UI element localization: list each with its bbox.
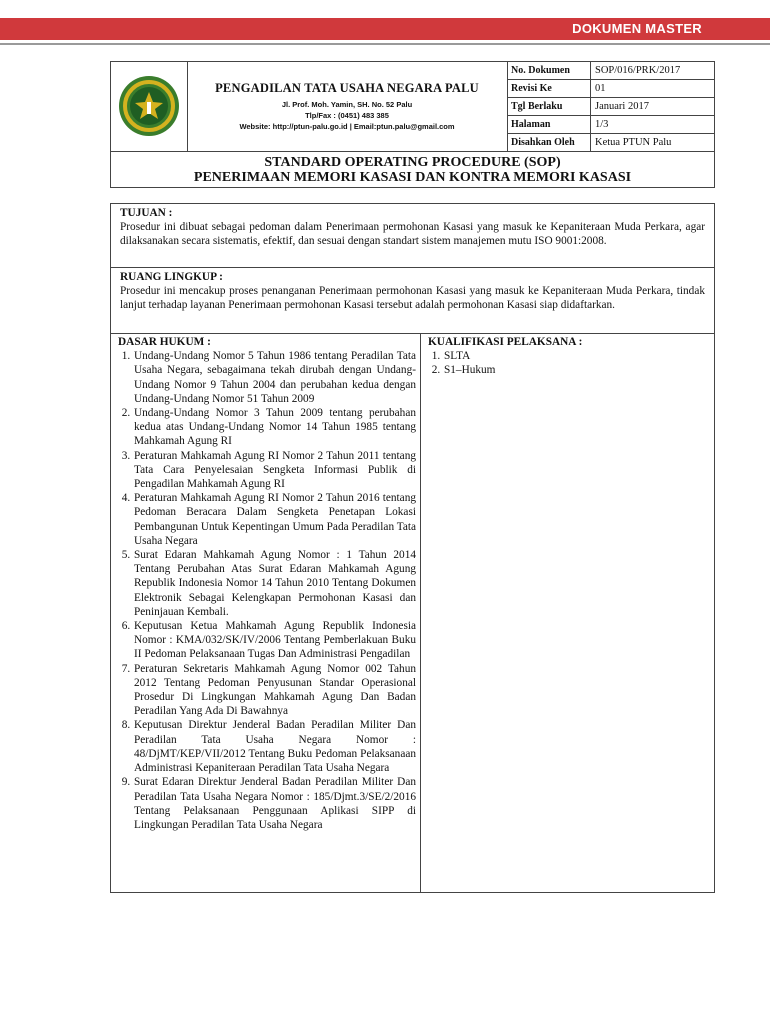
list-item: 2. S1–Hukum [443, 363, 708, 377]
list-item: 9. Surat Edaran Direktur Jenderal Badan Peradilan Militer Dan Peradilan Tata Usaha Negara Nomor : 185/Djmt.3/SE/2/2016 Tentang Pelaksanaan Penggunaan Aplikasi SIPP di Lingkungan Peradilan Tata Usaha Negara [133, 775, 416, 832]
section-tujuan [111, 204, 714, 266]
document-body [110, 203, 715, 893]
header-banner [0, 18, 770, 40]
section-title: DASAR HUKUM : [118, 336, 211, 348]
sop-title-line1: STANDARD OPERATING PROCEDURE (SOP) [264, 155, 561, 170]
meta-row [507, 98, 714, 116]
meta-value: 1/3 [591, 116, 715, 134]
list-item: 6. Keputusan Ketua Mahkamah Agung Republik Indonesia Nomor : KMA/032/SK/IV/2006 Tentang Pemberlakuan Buku II Pedoman Pelaksanaan Tugas Dan Administrasi Pengadilan [133, 619, 416, 662]
list-item: 1. Undang-Undang Nomor 5 Tahun 1986 tentang Peradilan Tata Usaha Negara, sebagaimana tekah dirubah dengan Undang-Undang Nomor 9 Tahun 2004 dan perubahan kedua dengan Undang-Undang Nomor 51 Tahun 2009 [133, 349, 416, 406]
section-title: KUALIFIKASI PELAKSANA : [428, 336, 583, 348]
document-header [110, 61, 715, 188]
qualification-list [428, 349, 708, 377]
list-item: 2. Undang-Undang Nomor 3 Tahun 2009 tentang perubahan kedua atas Undang-Undang Nomor 14 Tahun 1985 tentang Mahkamah Agung RI [133, 406, 416, 449]
meta-value: Ketua PTUN Palu [595, 137, 672, 148]
sop-title [111, 151, 714, 188]
meta-label: Disahkan Oleh [507, 134, 591, 152]
section-title: TUJUAN : [120, 207, 173, 219]
meta-label: Tgl Berlaku [507, 98, 591, 116]
section-text: Prosedur ini dibuat sebagai pedoman dalam Penerimaan permohonan Kasasi yang masuk ke Kepaniteraan Muda Perkara, agar dilaksanakan secara sistematis, efektif, dan sesuai dengan standart sistem manajemen mutu ISO 9001:2008. [120, 221, 705, 248]
court-website: Website: http://ptun-palu.go.id | Email:ptun.palu@gmail.com [239, 122, 455, 131]
banner-title: DOKUMEN MASTER [572, 21, 702, 36]
section-title: RUANG LINGKUP : [120, 271, 223, 283]
meta-label: No. Dokumen [507, 62, 591, 80]
court-address: Jl. Prof. Moh. Yamin, SH. No. 52 Palu [281, 100, 413, 109]
meta-value: 01 [591, 80, 715, 98]
document-meta-table [507, 62, 714, 151]
meta-label: Halaman [507, 116, 591, 134]
meta-label: Revisi Ke [507, 80, 591, 98]
section-kualifikasi [421, 334, 714, 893]
section-text: Prosedur ini mencakup proses penanganan Penerimaan permohonan Kasasi yang masuk ke Kepaniteraan Muda Perkara, tindak lanjut terhadap layanan Penerimaan permohonan Kasasi tersebut adalah permohonan Kasasi siap didaftarkan. [120, 285, 705, 312]
list-item: 1. SLTA [443, 349, 708, 363]
meta-row [507, 116, 714, 134]
list-item: 8. Keputusan Direktur Jenderal Badan Peradilan Militer Dan Peradilan Tata Usaha Negara Nomor : 48/DjMT/KEP/VII/2012 Tentang Buku Pedoman Pelaksanaan Administrasi Kepaniteraan Peradilan Tata Usaha Negara [133, 718, 416, 775]
banner-divider [0, 43, 770, 45]
court-info [187, 62, 508, 151]
meta-value: Januari 2017 [591, 98, 715, 116]
court-emblem-logo [111, 62, 187, 151]
meta-row [507, 134, 714, 152]
two-column-section [111, 333, 714, 893]
court-name: PENGADILAN TATA USAHA NEGARA PALU [215, 81, 479, 95]
meta-row [507, 80, 714, 98]
meta-value: SOP/016/PRK/2017 [591, 62, 715, 80]
list-item: 4. Peraturan Mahkamah Agung RI Nomor 2 Tahun 2016 tentang Pedoman Beracara Dalam Sengketa Penetapan Lokasi Pembangunan Untuk Kepentingan Umum Pada Peradilan Tata Usaha Negara [133, 491, 416, 548]
section-ruang-lingkup [111, 267, 714, 332]
sop-title-line2: PENERIMAAN MEMORI KASASI DAN KONTRA MEMORI KASASI [193, 170, 632, 185]
logo-cell [111, 62, 188, 151]
legal-basis-list [118, 349, 416, 832]
list-item: 3. Peraturan Mahkamah Agung RI Nomor 2 Tahun 2011 tentang Tata Cara Penyelesaian Sengketa Informasi Publik di Pengadilan Mahkamah Agung RI [133, 449, 416, 492]
list-item: 7. Peraturan Sekretaris Mahkamah Agung Nomor 002 Tahun 2012 Tentang Pedoman Penyusunan Standar Operasional Prosedur Di Lingkungan Mahkamah Agung Dan Badan Peradilan Yang Ada Di Bawahnya [133, 662, 416, 719]
meta-row [507, 62, 714, 80]
court-phone: Tlp/Fax : (0451) 483 385 [305, 111, 389, 120]
list-item: 5. Surat Edaran Mahkamah Agung Nomor : 1 Tahun 2014 Tentang Perubahan Atas Surat Edaran Mahkamah Agung Republik Indonesia Nomor 14 Tahun 2010 Tentang Dokumen Elektronik Sebagai Kelengkapan Permohonan Kasasi dan Peninjauan Kembali. [133, 548, 416, 619]
section-dasar-hukum [111, 334, 421, 893]
